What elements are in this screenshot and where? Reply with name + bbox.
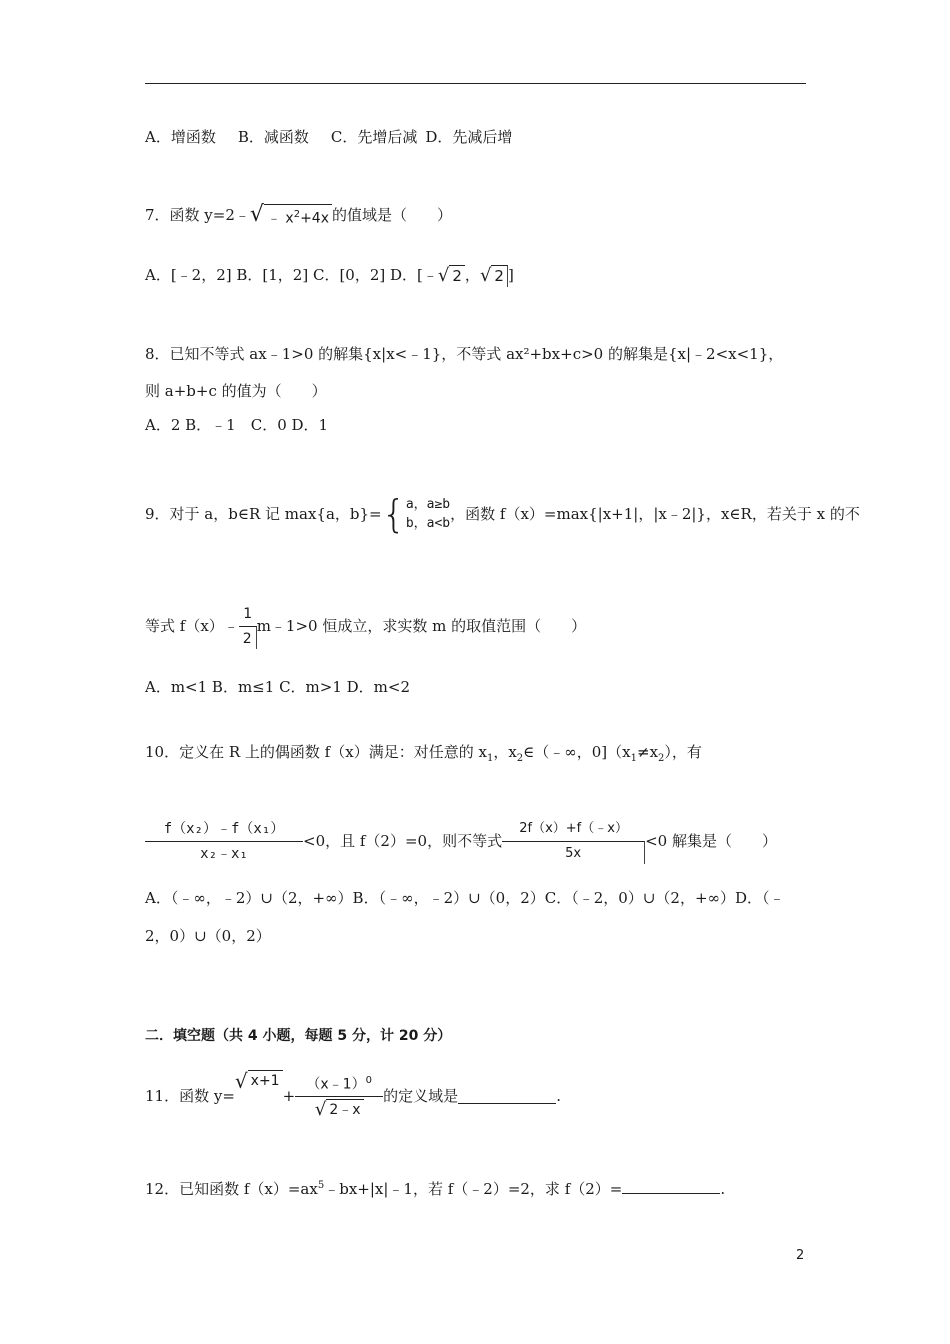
sqrt-x-plus-1: √ x+1 xyxy=(235,1070,283,1092)
question-12: 12．已知函数 $f(x)=ax^5﹣bx+|x|﹣1$，若 f（﹣2）=2，求 f（2）= . xyxy=(145,1180,726,1198)
question-7: 7．函数 y=2﹣ √ ﹣ $x^2+4x$ 的值域是（ ） xyxy=(145,202,453,227)
question-9-options: A．m<1 B．m≤1 C．m>1 D．m<2 xyxy=(145,678,411,696)
section-2-title: 二．填空题（共 4 小题，每题 5 分，计 20 分） xyxy=(145,1028,452,1044)
domain-fraction: （x﹣1）$^0$ √ 2﹣x xyxy=(295,1071,383,1122)
inequality-fraction: $\frac{2f(x)+f(﹣x)}{5x}$ xyxy=(502,819,645,864)
header-rule xyxy=(145,83,806,84)
question-8-line-1: 8．已知不等式 ax﹣1>0 的解集{x|x<﹣1}，不等式 ax²+bx+c>0 的解集是{x|﹣2<x<1}， xyxy=(145,345,784,363)
page-number: 2 xyxy=(796,1248,805,1263)
q6-options: A．增函数 B．减函数 C．先增后减 D．先减后增 xyxy=(145,128,513,146)
answer-blank-11[interactable] xyxy=(458,1089,556,1104)
question-7-options: A．[﹣2，2] B．[1，2] C．[0，2] D．[﹣ √ 2 ， √ 2 ] xyxy=(145,265,514,286)
sqrt-expression: √ ﹣ $x^2+4x$ xyxy=(250,204,332,228)
question-10-options-line-1: A．（﹣∞，﹣2）∪（2，+∞）B．（﹣∞，﹣2）∪（0，2）C．（﹣2，0）∪（2，+∞）D．（﹣ xyxy=(145,889,785,907)
piecewise-cases: { a，a≥b b，a<b xyxy=(381,492,451,536)
question-9-line-1: 9．对于 a，b∈R 记 max{a，b}= { a，a≥b b，a<b ，函数 f（x）=max{|x+1|，|x﹣2|}，x∈R，若关于 x 的不 xyxy=(145,492,860,536)
answer-blank-12[interactable] xyxy=(622,1179,720,1194)
question-10-options-line-2: 2，0）∪（0，2） xyxy=(145,927,271,945)
question-8-options: A．2 B．﹣1 C．0 D．1 xyxy=(145,416,329,434)
question-10-line-1: 10．定义在 R 上的偶函数 f（x）满足：对任意的 $x_1$，$x_2\in(﹣\infty$，$0](x_1\ne x_2)$，有 xyxy=(145,743,702,764)
fraction-half: $\frac{1}{2}$ xyxy=(239,604,257,649)
question-10-line-2: $\frac{\text{f（x₂）﹣f（x₁）}}{\text{x₂﹣x₁}}$ <0，且 f（2）=0，则不等式 $\frac{2f(x)+f(﹣x)}{5x}$ <0 解集是（ ） xyxy=(145,813,777,869)
question-8-line-2: 则 a+b+c 的值为（ ） xyxy=(145,382,327,400)
question-11: 11．函数 y= √ x+1 + （x﹣1）$^0$ √ 2﹣x 的定义域是 . xyxy=(145,1069,561,1121)
difference-quotient: $\frac{\text{f（x₂）﹣f（x₁）}}{\text{x₂﹣x₁}}$ xyxy=(145,819,303,864)
question-9-line-2: 等式 f（x）﹣ $\frac{1}{2}$ m﹣1>0 恒成立，求实数 m 的取值范围（ ） xyxy=(145,605,587,647)
